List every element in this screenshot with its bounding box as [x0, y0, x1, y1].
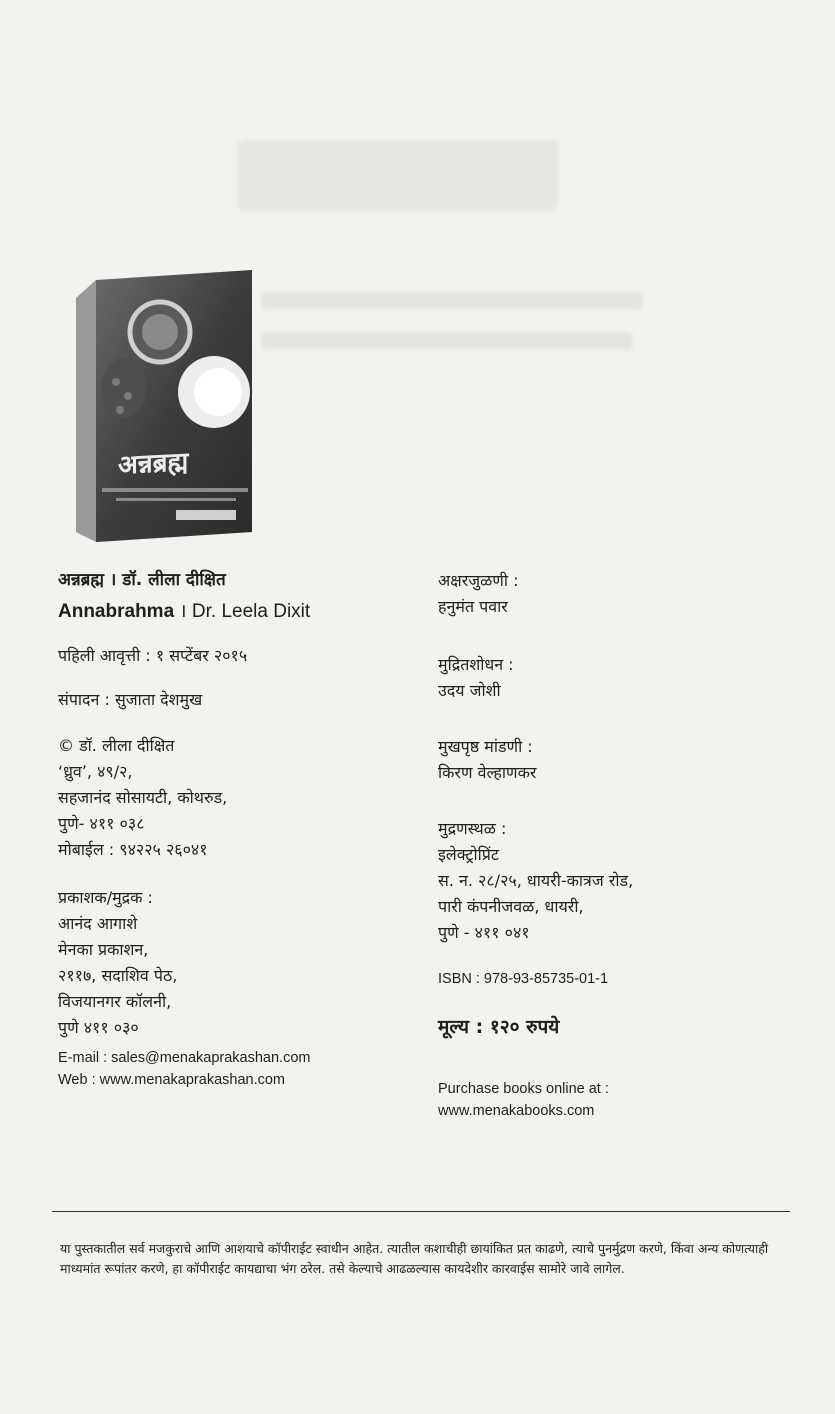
- copyright-block: [58, 733, 428, 863]
- title-english-author: । Dr. Leela Dixit: [179, 601, 311, 622]
- publisher-line: विजयानगर कॉलनी,: [58, 992, 172, 1011]
- printer-line: स. न. २८/२५, धायरी-कात्रज रोड,: [438, 871, 634, 890]
- typesetting-name: हनुमंत पवार: [438, 597, 508, 616]
- book-cover-image: [76, 270, 252, 542]
- printer-line: पारी कंपनीजवळ, धायरी,: [438, 897, 584, 916]
- publisher-block: [58, 885, 428, 1041]
- publisher-line: मेनका प्रकाशन,: [58, 940, 149, 959]
- copyright-line: © डॉ. लीला दीक्षित: [58, 736, 175, 755]
- proof-name: उदय जोशी: [438, 681, 501, 700]
- price-line: मूल्य : १२० रुपये: [438, 1016, 560, 1038]
- publisher-line: पुणे ४११ ०३०: [58, 1018, 139, 1037]
- show-through-shape: [262, 292, 642, 310]
- right-column: [438, 568, 798, 1122]
- publisher-line: २११७, सदाशिव पेठ,: [58, 966, 178, 985]
- title-english-text: Annabrahma: [58, 601, 175, 622]
- edition-line: पहिली आवृत्ती : १ सप्टेंबर २०१५: [58, 646, 248, 665]
- proof-label: मुद्रितशोधन :: [438, 655, 514, 674]
- divider-rule: [52, 1211, 790, 1212]
- purchase-url: www.menakabooks.com: [438, 1103, 595, 1119]
- copyright-notice: या पुस्तकातील सर्व मजकुराचे आणि आशयाचे कॉपीराईट स्वाधीन आहेत. त्यातील कशाचीही छायांकित प्रत काढणे, त्याचे पुनर्मुद्रण करणे, किंवा अन्य कोणत्याही माध्यमांत रूपांतर करणे, हा कॉपीराईट कायद्याचा भंग ठरेल. तसे केल्याचे आढळल्यास कायदेशीर कारवाईस सामोरे जावे लागेल.: [60, 1240, 769, 1276]
- cover-label: मुखपृष्ठ मांडणी :: [438, 737, 533, 756]
- publisher-line: आनंद आगाशे: [58, 914, 138, 933]
- editor-line: संपादन : सुजाता देशमुख: [58, 690, 203, 709]
- printer-line: पुणे - ४११ ०४१: [438, 923, 530, 942]
- left-column: [58, 569, 428, 1091]
- email-line: E-mail : sales@menakaprakashan.com: [58, 1050, 311, 1066]
- copyright-line: मोबाईल : ९४२२५ २६०४१: [58, 840, 208, 859]
- typesetting-label: अक्षरजुळणी :: [438, 571, 519, 590]
- copyright-line: ‘ध्रुव’, ४९/२,: [58, 762, 133, 781]
- book-cover-title: अन्नब्रह्म: [118, 447, 189, 481]
- show-through-shape: [238, 140, 558, 210]
- copyright-line: सहजानंद सोसायटी, कोथरुड,: [58, 788, 228, 807]
- web-line: Web : www.menakaprakashan.com: [58, 1072, 286, 1088]
- copyright-line: पुणे- ४११ ०३८: [58, 814, 145, 833]
- printer-line: इलेक्ट्रोप्रिंट: [438, 845, 499, 864]
- isbn-line: ISBN : 978-93-85735-01-1: [438, 971, 609, 987]
- cover-name: किरण वेल्हाणकर: [438, 763, 537, 782]
- purchase-label: Purchase books online at :: [438, 1081, 609, 1097]
- printer-line: मुद्रणस्थळ :: [438, 819, 507, 838]
- book-title-english: [58, 601, 428, 623]
- publisher-line: प्रकाशक/मुद्रक :: [58, 888, 153, 907]
- printer-block: [438, 816, 798, 946]
- book-title-marathi: अन्नब्रह्म । डॉ. लीला दीक्षित: [58, 570, 226, 590]
- show-through-shape: [262, 332, 632, 350]
